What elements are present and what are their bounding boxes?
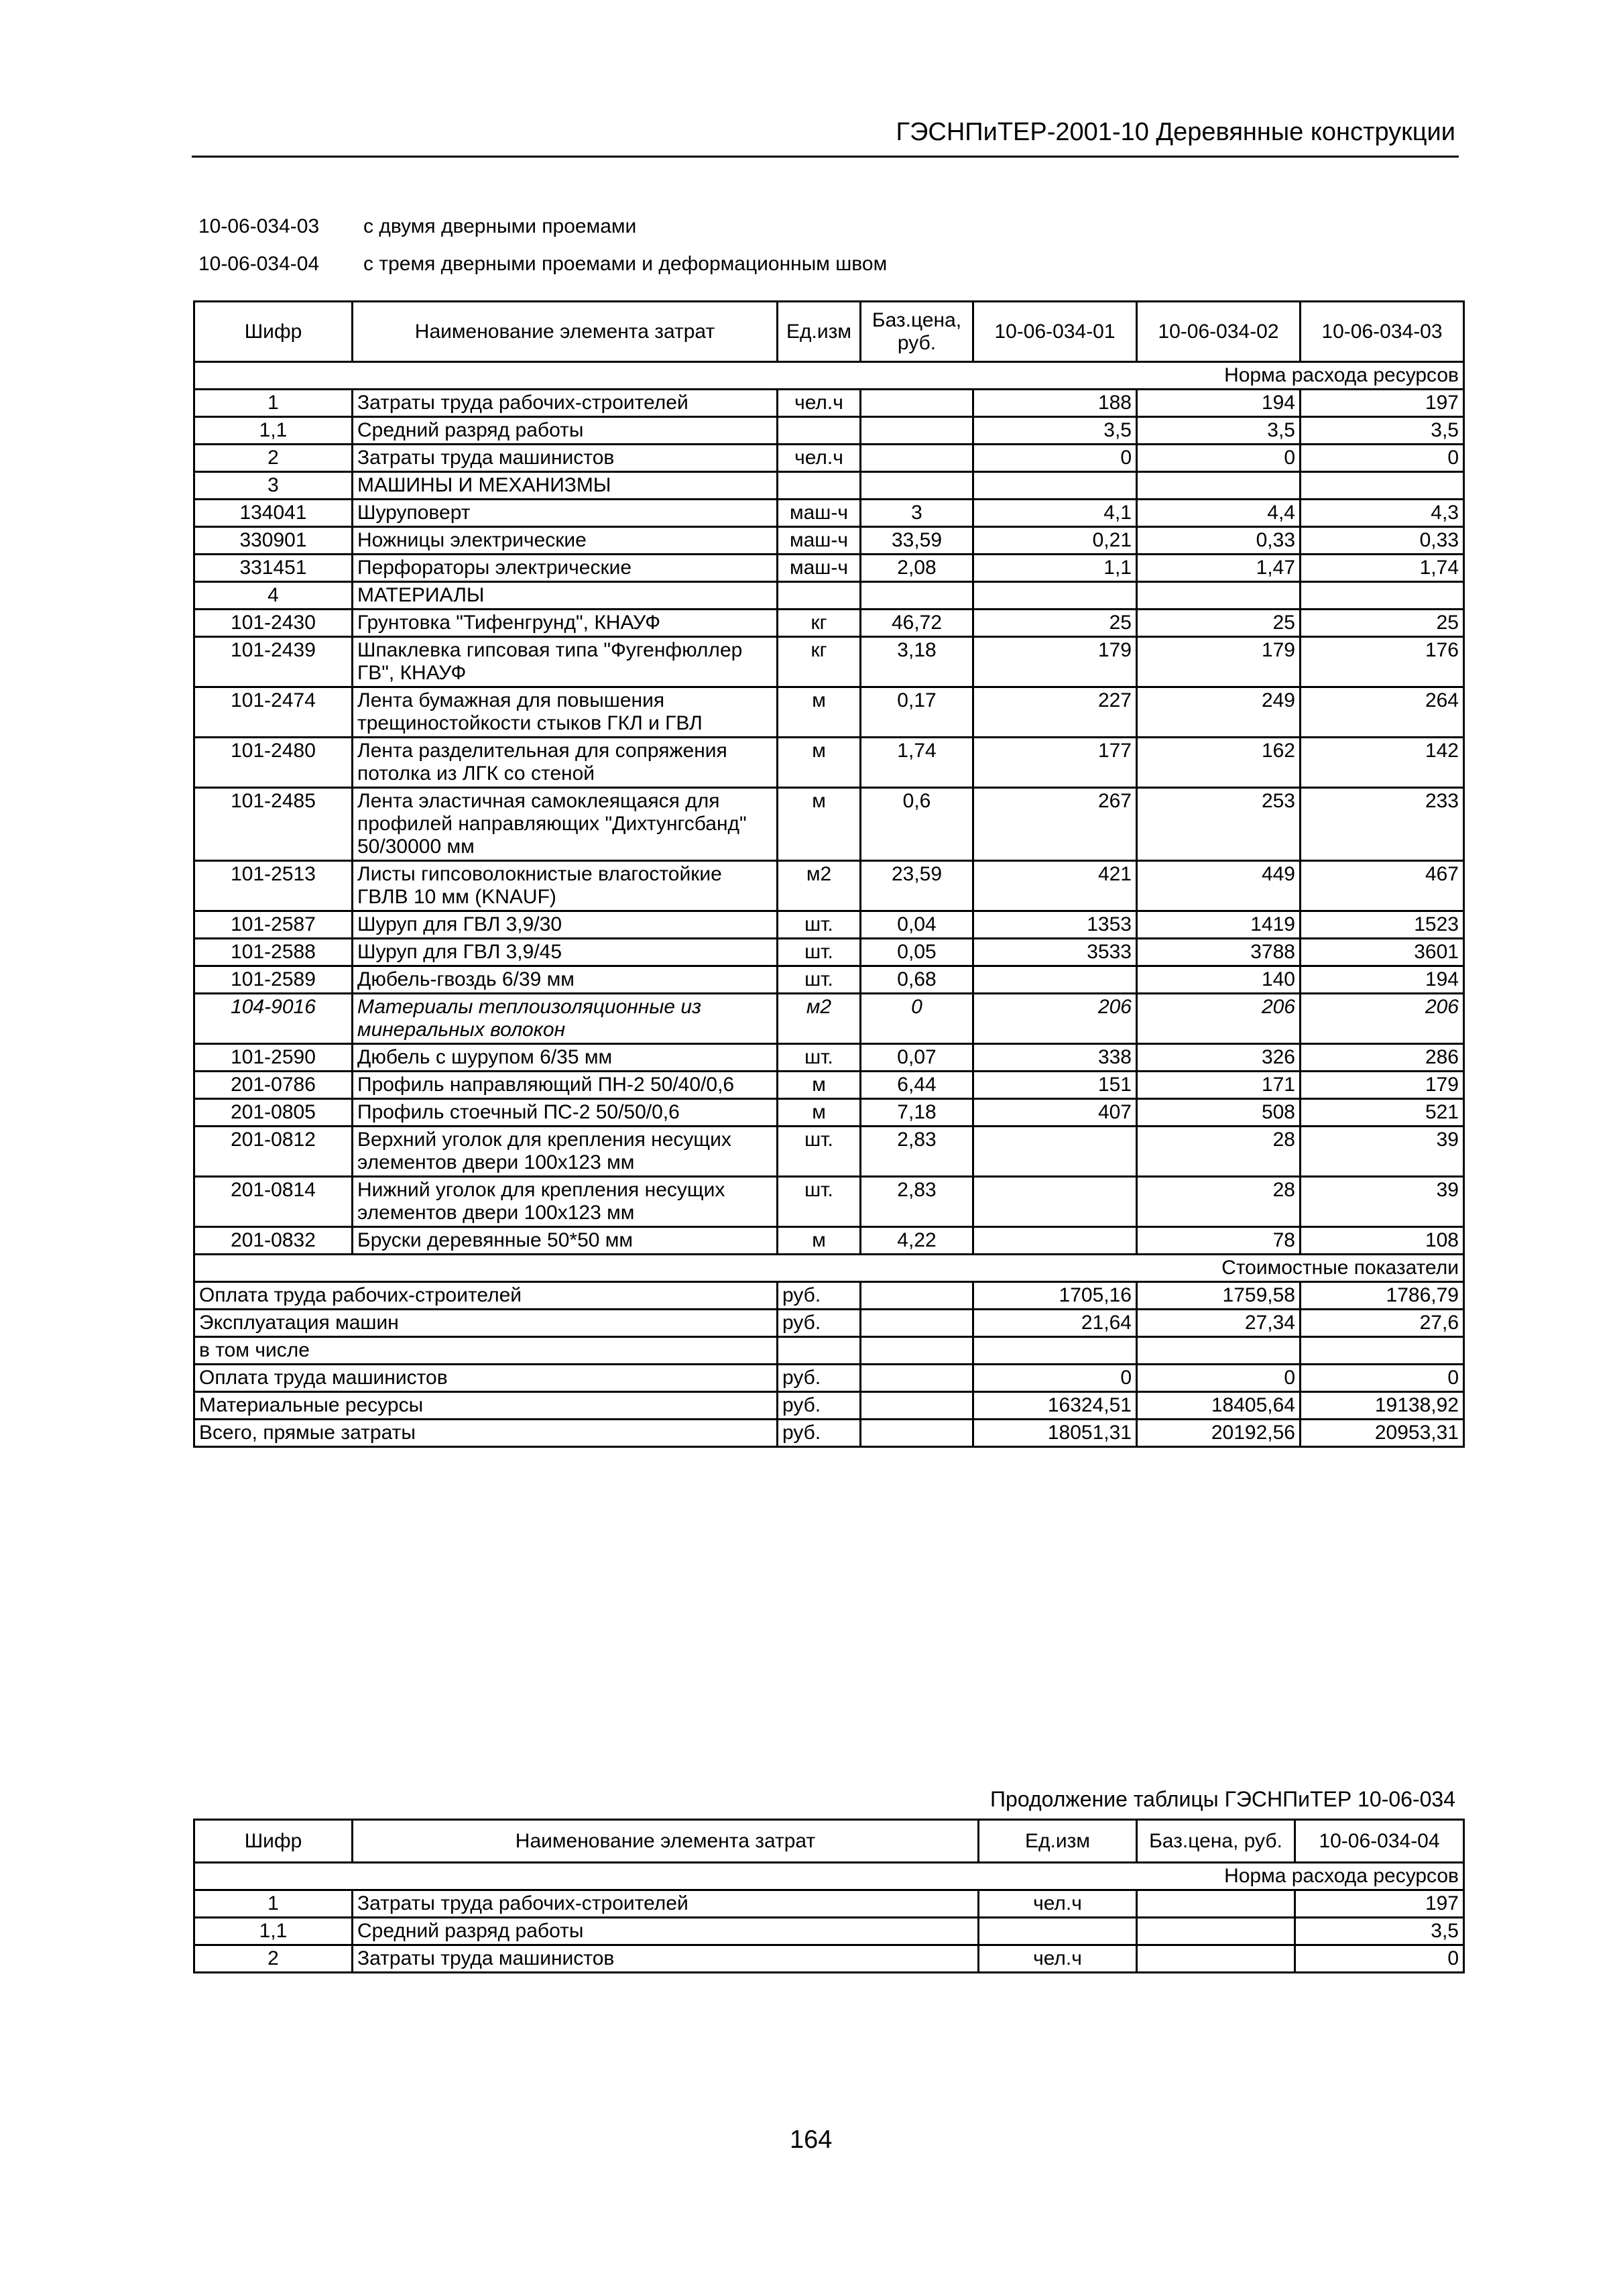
table-row xyxy=(194,1177,1464,1227)
resource-table-continuation xyxy=(193,1819,1465,1973)
cell-value: 3788 xyxy=(1137,939,1301,966)
cost-value: 1759,58 xyxy=(1137,1282,1301,1310)
document-header-title: ГЭСНПиТЕР-2001-10 Деревянные конструкции xyxy=(896,118,1455,146)
cell-price: 46,72 xyxy=(861,610,973,637)
cell-value: 521 xyxy=(1301,1099,1464,1127)
col-header-v2: 10-06-034-02 xyxy=(1137,302,1301,362)
cost-row xyxy=(194,1365,1464,1392)
cell-value: 3533 xyxy=(973,939,1137,966)
cell-value: 4,3 xyxy=(1301,500,1464,527)
cell-price xyxy=(861,1282,973,1310)
cost-value: 1786,79 xyxy=(1301,1282,1464,1310)
table-header-row xyxy=(194,1820,1464,1863)
cell-value: 407 xyxy=(973,1099,1137,1127)
cell-value: 508 xyxy=(1137,1099,1301,1127)
cell-value: 197 xyxy=(1295,1890,1464,1918)
table-row xyxy=(194,1918,1464,1945)
cell-price: 6,44 xyxy=(861,1072,973,1099)
resource-table xyxy=(193,300,1465,1448)
cell-name: Средний разряд работы xyxy=(353,1918,979,1945)
cell-code: 331451 xyxy=(194,555,353,582)
table-row xyxy=(194,939,1464,966)
cost-value: 1705,16 xyxy=(973,1282,1137,1310)
cell-unit: руб. xyxy=(778,1310,861,1337)
cell-code: 4 xyxy=(194,582,353,610)
cell-name: Материалы теплоизоляционные из минеральных волокон xyxy=(353,994,778,1044)
cost-name: Материальные ресурсы xyxy=(194,1392,778,1420)
cell-name: Бруски деревянные 50*50 мм xyxy=(353,1227,778,1255)
cell-name: МАШИНЫ И МЕХАНИЗМЫ xyxy=(353,472,778,500)
cell-value: 179 xyxy=(1137,637,1301,687)
cell-value: 0 xyxy=(973,445,1137,472)
cell-value xyxy=(973,1127,1137,1177)
cell-value: 3601 xyxy=(1301,939,1464,966)
cost-value: 0 xyxy=(1137,1365,1301,1392)
cell-value: 449 xyxy=(1137,861,1301,911)
cell-code: 101-2485 xyxy=(194,788,353,861)
cell-price xyxy=(861,390,973,417)
variant-desc: с двумя дверными проемами xyxy=(363,215,637,237)
col-header-unit: Ед.изм xyxy=(979,1820,1137,1863)
cost-name: Всего, прямые затраты xyxy=(194,1420,778,1447)
cost-value: 18405,64 xyxy=(1137,1392,1301,1420)
col-header-code: Шифр xyxy=(194,1820,353,1863)
cell-price xyxy=(1137,1945,1295,1973)
table-row xyxy=(194,861,1464,911)
cell-code: 101-2513 xyxy=(194,861,353,911)
cell-value: 0 xyxy=(1295,1945,1464,1973)
cell-unit: маш-ч xyxy=(778,527,861,555)
cell-value: 28 xyxy=(1137,1177,1301,1227)
section-row-cost xyxy=(194,1255,1464,1282)
cell-value: 108 xyxy=(1301,1227,1464,1255)
table-row xyxy=(194,1945,1464,1973)
table-row xyxy=(194,445,1464,472)
table-row xyxy=(194,582,1464,610)
cell-price xyxy=(1137,1918,1295,1945)
table-row xyxy=(194,911,1464,939)
cell-unit: м2 xyxy=(778,994,861,1044)
cell-code: 101-2587 xyxy=(194,911,353,939)
cell-code: 101-2474 xyxy=(194,687,353,738)
cell-value: 286 xyxy=(1301,1044,1464,1072)
cell-price: 3 xyxy=(861,500,973,527)
cell-value: 1419 xyxy=(1137,911,1301,939)
cell-value: 0 xyxy=(1301,445,1464,472)
cell-name: Шуруповерт xyxy=(353,500,778,527)
cell-unit: м xyxy=(778,687,861,738)
table-row xyxy=(194,610,1464,637)
cost-value: 27,34 xyxy=(1137,1310,1301,1337)
section-row-norm xyxy=(194,362,1464,390)
table-row xyxy=(194,527,1464,555)
table-row xyxy=(194,994,1464,1044)
cell-value: 0,21 xyxy=(973,527,1137,555)
cost-value xyxy=(1301,1337,1464,1365)
cell-price: 0,05 xyxy=(861,939,973,966)
cell-value: 206 xyxy=(973,994,1137,1044)
cell-code: 2 xyxy=(194,1945,353,1973)
cell-price xyxy=(861,472,973,500)
cell-value: 0 xyxy=(1137,445,1301,472)
cell-unit: м xyxy=(778,1227,861,1255)
cell-value: 1523 xyxy=(1301,911,1464,939)
cell-unit: м2 xyxy=(778,861,861,911)
table-row xyxy=(194,637,1464,687)
col-header-v1: 10-06-034-01 xyxy=(973,302,1137,362)
cost-value: 0 xyxy=(973,1365,1137,1392)
cell-code: 1 xyxy=(194,1890,353,1918)
section-label: Норма расхода ресурсов xyxy=(194,362,1464,390)
cell-unit: шт. xyxy=(778,966,861,994)
col-header-price: Баз.цена, руб. xyxy=(1137,1820,1295,1863)
cell-price: 2,83 xyxy=(861,1177,973,1227)
cell-unit xyxy=(778,1337,861,1365)
cell-value: 421 xyxy=(973,861,1137,911)
cell-value xyxy=(973,966,1137,994)
cell-price: 0 xyxy=(861,994,973,1044)
table-row xyxy=(194,966,1464,994)
cell-price: 0,04 xyxy=(861,911,973,939)
cell-price: 0,07 xyxy=(861,1044,973,1072)
cell-unit: маш-ч xyxy=(778,500,861,527)
cell-value: 194 xyxy=(1137,390,1301,417)
cell-code: 1,1 xyxy=(194,1918,353,1945)
cell-unit: чел.ч xyxy=(778,390,861,417)
cell-value: 253 xyxy=(1137,788,1301,861)
cell-code: 101-2480 xyxy=(194,738,353,788)
section-label: Стоимостные показатели xyxy=(194,1255,1464,1282)
cell-unit: м xyxy=(778,1099,861,1127)
cell-name: Профиль стоечный ПС-2 50/50/0,6 xyxy=(353,1099,778,1127)
cell-value: 197 xyxy=(1301,390,1464,417)
variant-item xyxy=(198,208,887,245)
cell-value: 4,4 xyxy=(1137,500,1301,527)
table-row xyxy=(194,687,1464,738)
table-row xyxy=(194,417,1464,445)
variant-item xyxy=(198,245,887,283)
variant-code: 10-06-034-03 xyxy=(198,215,320,237)
cell-code: 101-2590 xyxy=(194,1044,353,1072)
cell-price xyxy=(861,1337,973,1365)
cell-code: 101-2439 xyxy=(194,637,353,687)
cell-value: 338 xyxy=(973,1044,1137,1072)
cell-code: 1 xyxy=(194,390,353,417)
cell-value: 0,33 xyxy=(1301,527,1464,555)
cell-value: 1,1 xyxy=(973,555,1137,582)
cell-code: 201-0832 xyxy=(194,1227,353,1255)
variants-list xyxy=(198,208,887,283)
col-header-name: Наименование элемента затрат xyxy=(353,302,778,362)
cell-name: Затраты труда машинистов xyxy=(353,445,778,472)
continuation-title: Продолжение таблицы ГЭСНПиТЕР 10-06-034 xyxy=(990,1787,1455,1811)
col-header-name: Наименование элемента затрат xyxy=(353,1820,979,1863)
cell-name: Дюбель-гвоздь 6/39 мм xyxy=(353,966,778,994)
cell-name: Нижний уголок для крепления несущих элементов двери 100x123 мм xyxy=(353,1177,778,1227)
cell-name: Лента бумажная для повышения трещиностойкости стыков ГКЛ и ГВЛ xyxy=(353,687,778,738)
table-row xyxy=(194,1890,1464,1918)
cell-code: 101-2430 xyxy=(194,610,353,637)
col-header-unit: Ед.изм xyxy=(778,302,861,362)
cell-price: 23,59 xyxy=(861,861,973,911)
cell-value: 3,5 xyxy=(1137,417,1301,445)
cell-unit: руб. xyxy=(778,1365,861,1392)
cell-code: 3 xyxy=(194,472,353,500)
cost-name: Эксплуатация машин xyxy=(194,1310,778,1337)
cell-code: 101-2588 xyxy=(194,939,353,966)
cell-name: Профиль направляющий ПН-2 50/40/0,6 xyxy=(353,1072,778,1099)
cost-row xyxy=(194,1310,1464,1337)
table-row xyxy=(194,738,1464,788)
cell-value: 25 xyxy=(1301,610,1464,637)
cell-value: 3,5 xyxy=(1301,417,1464,445)
cell-value: 249 xyxy=(1137,687,1301,738)
cost-row xyxy=(194,1392,1464,1420)
cost-name: Оплата труда машинистов xyxy=(194,1365,778,1392)
col-header-v3: 10-06-034-03 xyxy=(1301,302,1464,362)
cell-value: 0,33 xyxy=(1137,527,1301,555)
cell-value: 28 xyxy=(1137,1127,1301,1177)
cell-name: Ножницы электрические xyxy=(353,527,778,555)
cell-value: 171 xyxy=(1137,1072,1301,1099)
cell-code: 104-9016 xyxy=(194,994,353,1044)
cell-value: 39 xyxy=(1301,1127,1464,1177)
cell-value xyxy=(1137,582,1301,610)
cell-name: Дюбель с шурупом 6/35 мм xyxy=(353,1044,778,1072)
cell-value: 206 xyxy=(1137,994,1301,1044)
variant-desc: с тремя дверными проемами и деформационным швом xyxy=(363,253,888,275)
col-header-v1: 10-06-034-04 xyxy=(1295,1820,1464,1863)
cell-value: 162 xyxy=(1137,738,1301,788)
cell-price xyxy=(1137,1890,1295,1918)
cell-code: 201-0814 xyxy=(194,1177,353,1227)
cell-value: 264 xyxy=(1301,687,1464,738)
cell-name: Листы гипсоволокнистые влагостойкие ГВЛВ 10 мм (KNAUF) xyxy=(353,861,778,911)
cell-price xyxy=(861,1310,973,1337)
variant-code: 10-06-034-04 xyxy=(198,253,320,275)
cell-price: 7,18 xyxy=(861,1099,973,1127)
section-row-norm xyxy=(194,1863,1464,1890)
header-rule xyxy=(192,156,1459,158)
cell-code: 2 xyxy=(194,445,353,472)
cell-value: 177 xyxy=(973,738,1137,788)
cell-value xyxy=(1301,472,1464,500)
col-header-code: Шифр xyxy=(194,302,353,362)
cell-name: Лента эластичная самоклеящаяся для профилей направляющих "Дихтунгсбанд" 50/30000 мм xyxy=(353,788,778,861)
table-row xyxy=(194,788,1464,861)
cell-name: Затраты труда рабочих-строителей xyxy=(353,1890,979,1918)
cell-unit: руб. xyxy=(778,1420,861,1447)
cell-unit: шт. xyxy=(778,1177,861,1227)
cell-name: Шуруп для ГВЛ 3,9/30 xyxy=(353,911,778,939)
cell-value xyxy=(1137,472,1301,500)
cell-code: 1,1 xyxy=(194,417,353,445)
cell-value: 206 xyxy=(1301,994,1464,1044)
cost-row xyxy=(194,1282,1464,1310)
cell-value xyxy=(1301,582,1464,610)
cell-name: Средний разряд работы xyxy=(353,417,778,445)
cell-name: Затраты труда рабочих-строителей xyxy=(353,390,778,417)
cell-price xyxy=(861,1420,973,1447)
cell-value: 188 xyxy=(973,390,1137,417)
section-label: Норма расхода ресурсов xyxy=(194,1863,1464,1890)
cell-value: 140 xyxy=(1137,966,1301,994)
cell-unit: чел.ч xyxy=(778,445,861,472)
cell-value: 3,5 xyxy=(1295,1918,1464,1945)
table-row xyxy=(194,1044,1464,1072)
cost-name: в том числе xyxy=(194,1337,778,1365)
cell-value: 3,5 xyxy=(973,417,1137,445)
cell-name: Грунтовка "Тифенгрунд", КНАУФ xyxy=(353,610,778,637)
cell-unit: м xyxy=(778,788,861,861)
cell-value: 25 xyxy=(1137,610,1301,637)
cell-name: Шпаклевка гипсовая типа "Фугенфюллер ГВ", КНАУФ xyxy=(353,637,778,687)
table-row xyxy=(194,390,1464,417)
cost-row xyxy=(194,1420,1464,1447)
cell-unit: м xyxy=(778,738,861,788)
table-row xyxy=(194,1127,1464,1177)
table-row xyxy=(194,500,1464,527)
cell-price xyxy=(861,445,973,472)
cell-unit xyxy=(979,1918,1137,1945)
cell-code: 201-0812 xyxy=(194,1127,353,1177)
cell-name: Шуруп для ГВЛ 3,9/45 xyxy=(353,939,778,966)
cost-value: 16324,51 xyxy=(973,1392,1137,1420)
cell-price: 0,68 xyxy=(861,966,973,994)
cell-name: Перфораторы электрические xyxy=(353,555,778,582)
cell-value: 227 xyxy=(973,687,1137,738)
cost-value: 20953,31 xyxy=(1301,1420,1464,1447)
cell-value: 179 xyxy=(1301,1072,1464,1099)
cell-code: 101-2589 xyxy=(194,966,353,994)
cell-value: 326 xyxy=(1137,1044,1301,1072)
cell-value: 4,1 xyxy=(973,500,1137,527)
cell-value: 179 xyxy=(973,637,1137,687)
cell-value: 142 xyxy=(1301,738,1464,788)
cell-price xyxy=(861,582,973,610)
cell-value: 267 xyxy=(973,788,1137,861)
cell-value: 1,47 xyxy=(1137,555,1301,582)
cell-unit: шт. xyxy=(778,939,861,966)
cell-value: 233 xyxy=(1301,788,1464,861)
cost-value: 0 xyxy=(1301,1365,1464,1392)
cost-value: 21,64 xyxy=(973,1310,1137,1337)
cell-value: 151 xyxy=(973,1072,1137,1099)
cell-value: 194 xyxy=(1301,966,1464,994)
cell-unit: чел.ч xyxy=(979,1945,1137,1973)
cell-value: 1353 xyxy=(973,911,1137,939)
cell-unit: кг xyxy=(778,637,861,687)
cost-name: Оплата труда рабочих-строителей xyxy=(194,1282,778,1310)
cell-price: 0,6 xyxy=(861,788,973,861)
cost-value: 27,6 xyxy=(1301,1310,1464,1337)
cell-unit: чел.ч xyxy=(979,1890,1137,1918)
cell-code: 201-0786 xyxy=(194,1072,353,1099)
cell-price: 4,22 xyxy=(861,1227,973,1255)
cell-value: 39 xyxy=(1301,1177,1464,1227)
cell-value: 78 xyxy=(1137,1227,1301,1255)
cell-unit: м xyxy=(778,1072,861,1099)
cost-value: 20192,56 xyxy=(1137,1420,1301,1447)
cell-unit xyxy=(778,582,861,610)
table-row xyxy=(194,1227,1464,1255)
cell-unit xyxy=(778,472,861,500)
cell-unit: шт. xyxy=(778,1127,861,1177)
cell-name: Лента разделительная для сопряжения потолка из ЛГК со стеной xyxy=(353,738,778,788)
cell-code: 134041 xyxy=(194,500,353,527)
cell-value: 176 xyxy=(1301,637,1464,687)
cell-price: 0,17 xyxy=(861,687,973,738)
cell-value xyxy=(973,1227,1137,1255)
cell-price: 2,83 xyxy=(861,1127,973,1177)
cell-name: Затраты труда машинистов xyxy=(353,1945,979,1973)
col-header-price: Баз.цена, руб. xyxy=(861,302,973,362)
cell-price: 33,59 xyxy=(861,527,973,555)
table-row xyxy=(194,1099,1464,1127)
cell-value xyxy=(973,472,1137,500)
cost-row xyxy=(194,1337,1464,1365)
cost-value: 18051,31 xyxy=(973,1420,1137,1447)
cell-name: Верхний уголок для крепления несущих элементов двери 100x123 мм xyxy=(353,1127,778,1177)
cell-unit: шт. xyxy=(778,911,861,939)
cell-value: 467 xyxy=(1301,861,1464,911)
cell-price: 3,18 xyxy=(861,637,973,687)
cost-value: 19138,92 xyxy=(1301,1392,1464,1420)
cell-unit: руб. xyxy=(778,1282,861,1310)
cell-price xyxy=(861,1392,973,1420)
cell-value xyxy=(973,582,1137,610)
table-row xyxy=(194,555,1464,582)
page-number: 164 xyxy=(790,2126,833,2154)
cell-code: 201-0805 xyxy=(194,1099,353,1127)
cell-value: 1,74 xyxy=(1301,555,1464,582)
cell-value: 25 xyxy=(973,610,1137,637)
table-row xyxy=(194,1072,1464,1099)
table-row xyxy=(194,472,1464,500)
cell-unit: руб. xyxy=(778,1392,861,1420)
cell-price xyxy=(861,417,973,445)
cell-price xyxy=(861,1365,973,1392)
cell-unit: кг xyxy=(778,610,861,637)
cell-price: 2,08 xyxy=(861,555,973,582)
cell-price: 1,74 xyxy=(861,738,973,788)
cell-code: 330901 xyxy=(194,527,353,555)
cell-unit: маш-ч xyxy=(778,555,861,582)
cost-value xyxy=(973,1337,1137,1365)
cell-unit xyxy=(778,417,861,445)
cost-value xyxy=(1137,1337,1301,1365)
cell-name: МАТЕРИАЛЫ xyxy=(353,582,778,610)
cell-unit: шт. xyxy=(778,1044,861,1072)
cell-value xyxy=(973,1177,1137,1227)
table-header-row xyxy=(194,302,1464,362)
